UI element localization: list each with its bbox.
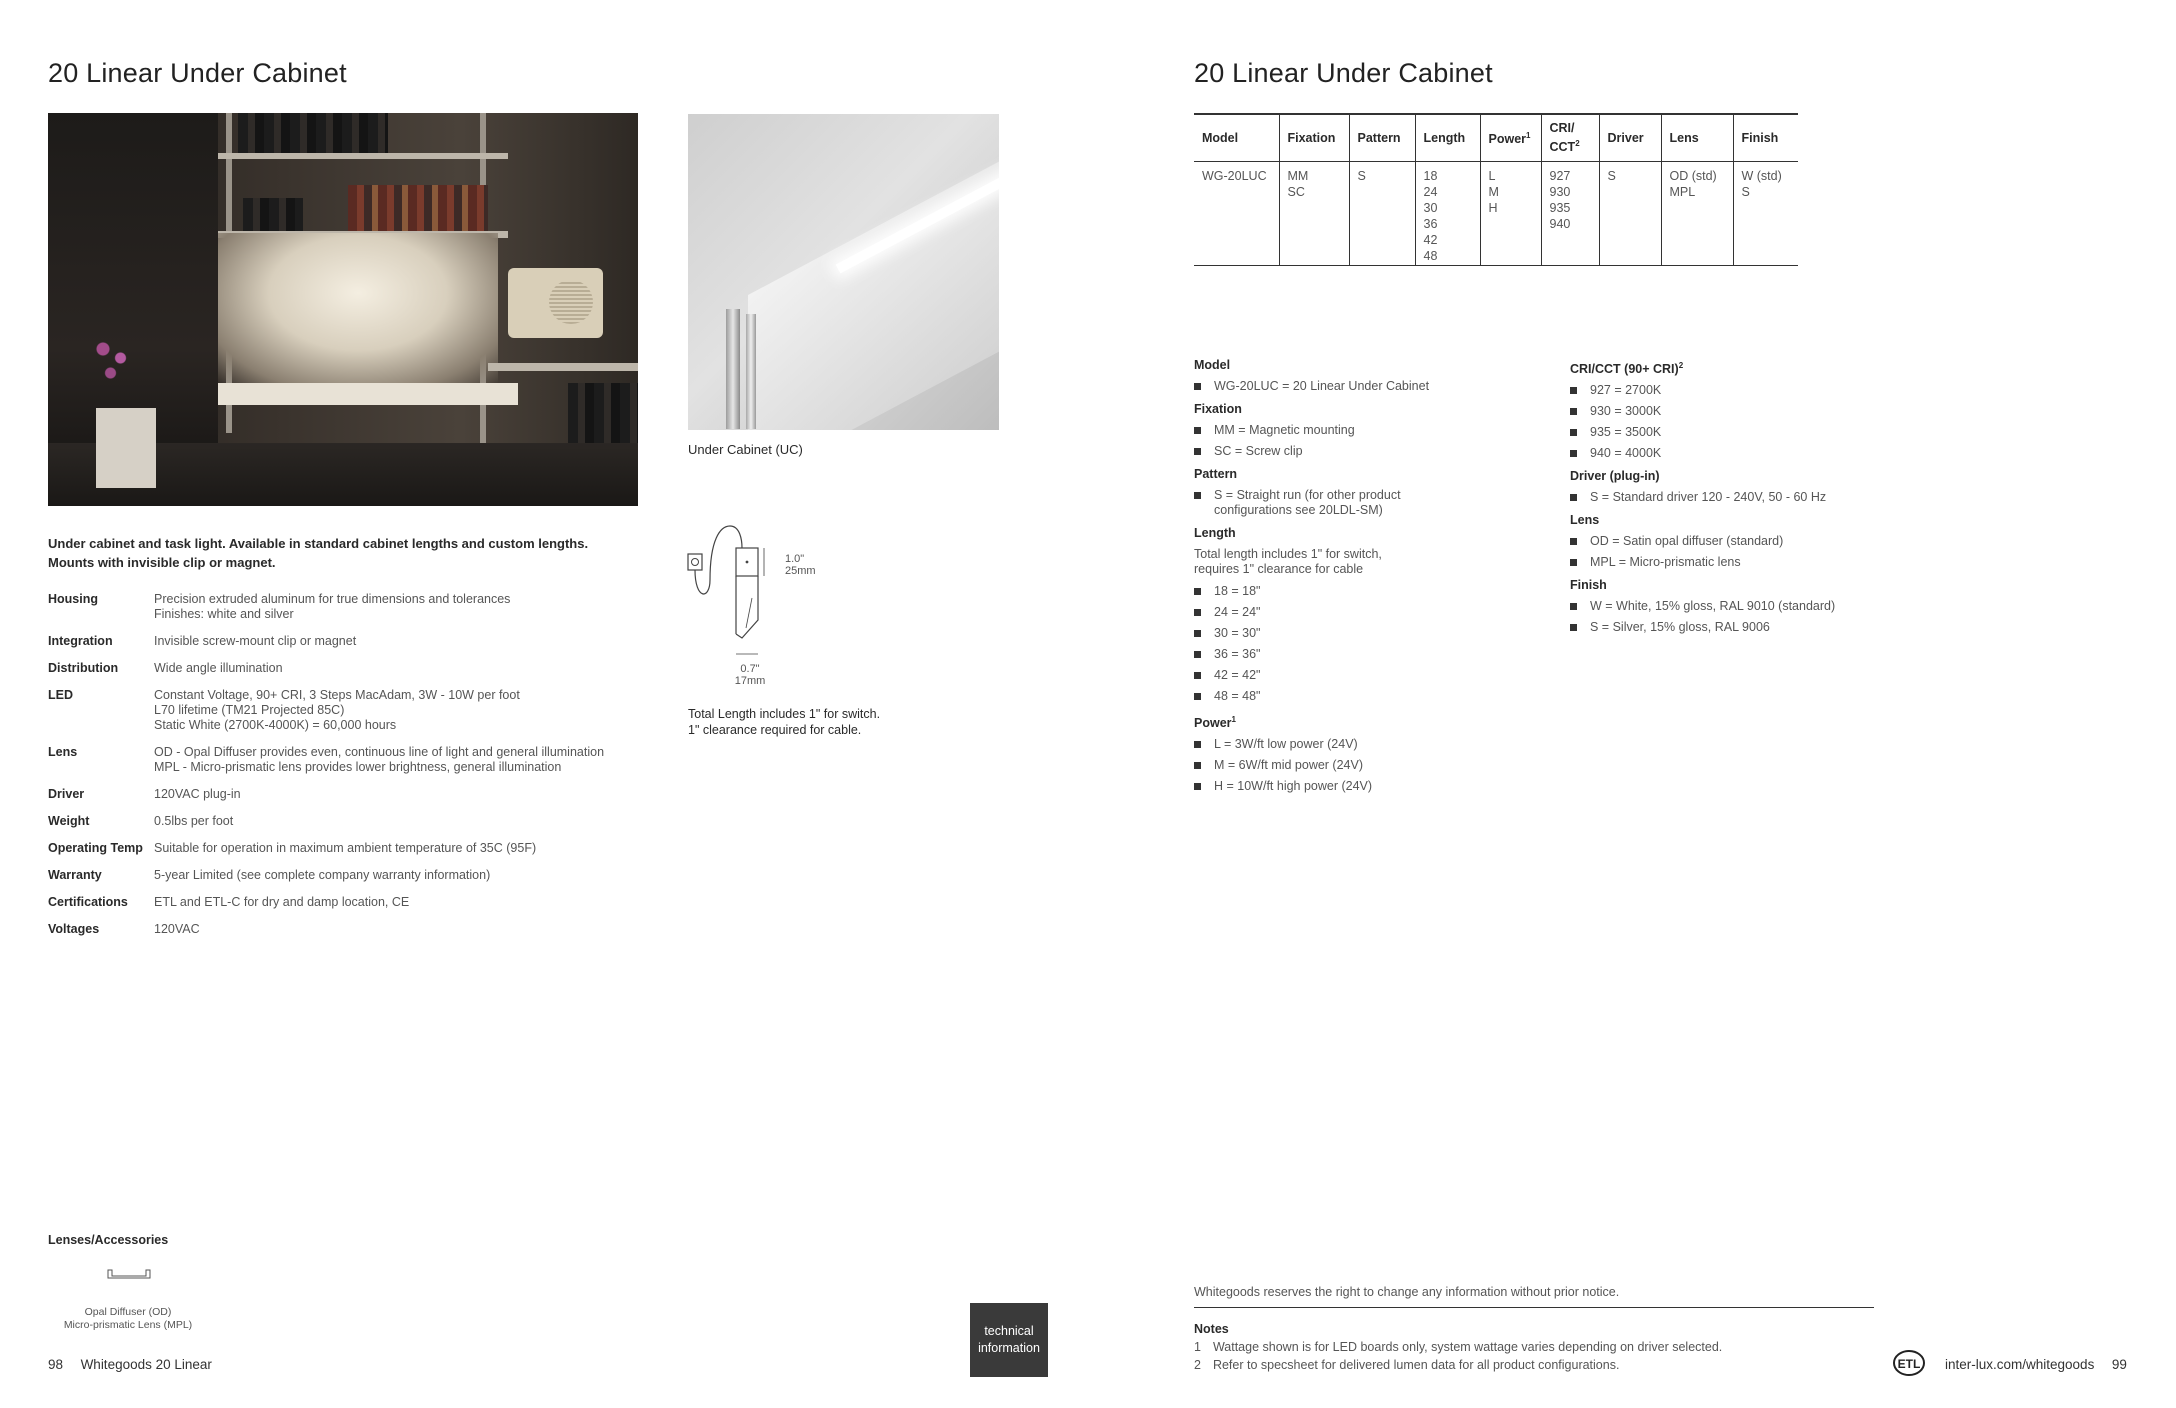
option-item: [1194, 379, 1534, 394]
spec-value: Constant Voltage, 90+ CRI, 3 Steps MacAdam, 3W - 10W per foot L70 lifetime (TM21 Projected 85C) Static White (2700K-4000K) = 60,000 hours: [154, 688, 520, 732]
tech-tab-line-2: information: [978, 1341, 1040, 1355]
table-cell: 18 24 30 36 42 48: [1415, 162, 1480, 266]
note-item: [1194, 1338, 1722, 1356]
header-text: Driver: [1607, 131, 1644, 146]
cert-logo-text: ETL: [1897, 1357, 1921, 1371]
image-caption: Under Cabinet (UC): [688, 442, 803, 457]
option-heading: [1570, 578, 1910, 593]
bullet-square-icon: [1194, 651, 1201, 658]
option-item-text: 935 = 3500K: [1590, 425, 1662, 440]
right-page-title: 20 Linear Under Cabinet: [1194, 58, 1493, 88]
spec-key: Certifications: [48, 895, 128, 909]
bullet-square-icon: [1194, 588, 1201, 595]
left-footer-text: Whitegoods 20 Linear: [80, 1357, 212, 1372]
note-number: 1: [1194, 1340, 1201, 1354]
option-group: [1194, 712, 1534, 794]
bullet-square-icon: [1194, 672, 1201, 679]
option-heading: [1194, 526, 1534, 541]
option-heading-text: Finish: [1570, 578, 1607, 593]
option-item-text: 24 = 24": [1214, 605, 1261, 619]
switch-note: [688, 706, 928, 738]
table-cell: S: [1599, 162, 1661, 266]
option-item-text: 48 = 48": [1214, 689, 1261, 703]
spec-key: Lens: [48, 745, 78, 759]
option-item-text: S = Straight run (for other product configurations see 20LDL-SM): [1214, 488, 1401, 517]
note-text: Wattage shown is for LED boards only, system wattage varies depending on driver selected.: [1212, 1340, 1723, 1354]
option-item-text: S = Silver, 15% gloss, RAL 9006: [1590, 620, 1770, 635]
spec-key: Voltages: [48, 922, 100, 936]
bullet-square-icon: [1194, 630, 1201, 637]
option-item-text: SC = Screw clip: [1214, 444, 1303, 458]
tech-tab-line-1: technical: [984, 1324, 1034, 1338]
bullet-square-icon: [1570, 624, 1577, 631]
lens-profile-icon: [106, 1266, 152, 1280]
dimension-drawing: [680, 520, 800, 660]
spec-key: Operating Temp: [48, 841, 143, 855]
option-group: [1570, 469, 1910, 505]
left-page-title: 20 Linear Under Cabinet: [48, 58, 347, 88]
option-group: [1570, 358, 1910, 461]
option-item-text: 940 = 4000K: [1590, 446, 1662, 461]
option-item: [1570, 534, 1910, 549]
ordering-table: [1194, 113, 1798, 266]
options-right-column: [1570, 358, 1910, 643]
bullet-square-icon: [1194, 741, 1201, 748]
spec-value: 0.5lbs per foot: [154, 814, 234, 828]
option-item: [1570, 425, 1910, 440]
spec-value: 5-year Limited (see complete company warranty information): [154, 868, 491, 882]
option-item-text: L = 3W/ft low power (24V): [1214, 737, 1358, 752]
table-cell: WG-20LUC: [1194, 162, 1279, 266]
col-header-lens: [1661, 114, 1733, 162]
spec-value: Suitable for operation in maximum ambient temperature of 35C (95F): [154, 841, 537, 855]
left-page-number: 98: [48, 1357, 64, 1372]
option-heading: [1194, 467, 1534, 482]
option-description: Total length includes 1" for switch, requires 1" clearance for cable: [1194, 547, 1382, 576]
spec-key: Weight: [48, 814, 90, 828]
etl-certification-logo: [1890, 1348, 1928, 1378]
option-item-text: 930 = 3000K: [1590, 404, 1662, 419]
bullet-square-icon: [1570, 387, 1577, 394]
options-left-column: [1194, 358, 1534, 802]
bullet-square-icon: [1194, 762, 1201, 769]
spec-row: [48, 922, 688, 937]
spec-row: [48, 745, 688, 775]
bullet-square-icon: [1570, 408, 1577, 415]
col-header-driver: [1599, 114, 1661, 162]
spec-value: Invisible screw-mount clip or magnet: [154, 634, 357, 648]
option-item: [1194, 737, 1534, 752]
footer-url[interactable]: inter-lux.com/whitegoods: [1945, 1357, 2095, 1372]
spec-key: Housing: [48, 592, 98, 606]
option-heading-text: Fixation: [1194, 402, 1242, 416]
bullet-square-icon: [1570, 429, 1577, 436]
option-heading-text: Pattern: [1194, 467, 1238, 481]
header-text: Power: [1488, 131, 1527, 146]
spec-row: [48, 841, 688, 856]
option-heading-text: Power: [1194, 716, 1232, 731]
switch-note-line-2: 1" clearance required for cable.: [688, 723, 862, 737]
option-heading-text: Length: [1194, 526, 1236, 540]
spec-row: [48, 814, 688, 829]
header-text: Pattern: [1357, 131, 1401, 146]
notes-heading: Notes: [1194, 1322, 1229, 1336]
intro-text: [48, 534, 648, 572]
option-item-text: W = White, 15% gloss, RAL 9010 (standard): [1590, 599, 1836, 614]
option-item-text: WG-20LUC = 20 Linear Under Cabinet: [1214, 379, 1430, 393]
option-heading-text: CRI/CCT (90+ CRI): [1570, 362, 1679, 377]
bullet-square-icon: [1194, 783, 1201, 790]
col-header-finish: [1733, 114, 1798, 162]
option-item: [1570, 404, 1910, 419]
option-heading-text: Lens: [1570, 513, 1600, 528]
option-heading-sup: 2: [1678, 361, 1684, 370]
header-text: Model: [1202, 131, 1239, 146]
spec-value: Wide angle illumination: [154, 661, 283, 675]
spec-row: [48, 661, 688, 676]
width-mm: 17mm: [734, 675, 766, 687]
bullet-square-icon: [1194, 383, 1201, 390]
table-cell: 927 930 935 940: [1541, 162, 1599, 266]
technical-information-tab[interactable]: [970, 1303, 1048, 1377]
lens-caption-line-2: Micro-prismatic Lens (MPL): [63, 1319, 193, 1331]
dimension-width: [730, 663, 770, 687]
bullet-square-icon: [1570, 450, 1577, 457]
option-heading: [1194, 358, 1534, 373]
option-item-text: MPL = Micro-prismatic lens: [1590, 555, 1741, 570]
option-group: [1570, 513, 1910, 570]
option-item: [1194, 779, 1534, 794]
table-cell: S: [1349, 162, 1415, 266]
option-heading: [1570, 513, 1910, 528]
table-cell: W (std) S: [1733, 162, 1798, 266]
option-heading: [1194, 712, 1534, 731]
lens-caption: [58, 1306, 198, 1332]
table-cell: MM SC: [1279, 162, 1349, 266]
col-header-pattern: [1349, 114, 1415, 162]
bullet-square-icon: [1194, 693, 1201, 700]
spec-value: Precision extruded aluminum for true dimensions and tolerances Finishes: white and silver: [154, 592, 511, 621]
switch-note-line-1: Total Length includes 1" for switch.: [688, 707, 881, 721]
col-header-length: [1415, 114, 1480, 162]
spec-row: [48, 592, 688, 622]
option-item-text: 42 = 42": [1214, 668, 1261, 682]
spec-key: Driver: [48, 787, 85, 801]
option-group: [1194, 467, 1534, 518]
option-item: [1570, 620, 1910, 635]
option-item-text: MM = Magnetic mounting: [1214, 423, 1355, 437]
option-item: [1570, 446, 1910, 461]
spec-key: LED: [48, 688, 73, 702]
option-heading: [1570, 358, 1910, 377]
col-header-fixation: [1279, 114, 1349, 162]
option-item: [1570, 490, 1910, 505]
spec-row: [48, 688, 688, 733]
bullet-square-icon: [1194, 427, 1201, 434]
option-group: [1194, 358, 1534, 394]
option-item: [1570, 383, 1910, 398]
left-footer: [48, 1357, 212, 1372]
spec-row: [48, 895, 688, 910]
bullet-square-icon: [1194, 448, 1201, 455]
bullet-square-icon: [1194, 609, 1201, 616]
table-cell: L M H: [1480, 162, 1541, 266]
option-group: [1194, 526, 1534, 704]
product-room-photo: [48, 113, 638, 506]
intro-line-2: Mounts with invisible clip or magnet.: [48, 555, 276, 570]
width-inches: 0.7": [740, 663, 760, 675]
table-header-row: [1194, 114, 1798, 162]
option-item-text: S = Standard driver 120 - 240V, 50 - 60 Hz: [1590, 490, 1827, 505]
note-text: Refer to specsheet for delivered lumen data for all product configurations.: [1212, 1358, 1620, 1372]
spec-key: Warranty: [48, 868, 102, 882]
table-cell: OD (std) MPL: [1661, 162, 1733, 266]
header-text: Finish: [1741, 131, 1779, 146]
height-mm: 25mm: [785, 565, 816, 577]
option-item: [1194, 668, 1534, 683]
spec-value: 120VAC: [154, 922, 200, 936]
note-item: [1194, 1356, 1722, 1374]
option-group: [1570, 578, 1910, 635]
option-heading: [1194, 402, 1534, 417]
col-header-model: [1194, 114, 1279, 162]
spec-key: Distribution: [48, 661, 119, 675]
option-heading-sup: 1: [1231, 715, 1236, 724]
disclaimer: Whitegoods reserves the right to change any information without prior notice.: [1194, 1285, 1874, 1308]
spec-row: [48, 868, 688, 883]
option-item: [1194, 647, 1534, 662]
option-item: [1194, 605, 1534, 620]
spec-key: Integration: [48, 634, 113, 648]
option-item: [1570, 555, 1910, 570]
right-footer: [1945, 1357, 2127, 1372]
header-text: CRI/ CCT: [1549, 121, 1576, 155]
option-group: [1194, 402, 1534, 459]
col-header-cri-cct: [1541, 114, 1599, 162]
option-item-text: 18 = 18": [1214, 584, 1261, 598]
notes: [1194, 1320, 1722, 1374]
option-heading: [1570, 469, 1910, 484]
option-item-text: 36 = 36": [1214, 647, 1261, 661]
spec-value: OD - Opal Diffuser provides even, continuous line of light and general illumination MPL - Micro-prismatic lens provides lower brightness, general illumination: [154, 745, 605, 774]
bullet-square-icon: [1570, 538, 1577, 545]
intro-line-1: Under cabinet and task light. Available in standard cabinet lengths and custom lengths.: [48, 536, 589, 551]
col-header-power: [1480, 114, 1541, 162]
header-sup: 2: [1575, 139, 1580, 148]
option-item: [1570, 599, 1910, 614]
option-item-text: H = 10W/ft high power (24V): [1214, 779, 1373, 794]
option-item-text: 927 = 2700K: [1590, 383, 1662, 398]
header-text: Fixation: [1287, 131, 1336, 146]
lens-caption-line-1: Opal Diffuser (OD): [84, 1306, 172, 1318]
under-cabinet-render: [688, 114, 999, 430]
spec-list: [48, 592, 688, 949]
header-text: Length: [1423, 131, 1466, 146]
bullet-square-icon: [1194, 492, 1201, 499]
right-page-number: 99: [2111, 1357, 2127, 1372]
height-inches: 1.0": [785, 553, 805, 565]
option-item: [1194, 689, 1534, 704]
note-number: 2: [1194, 1358, 1201, 1372]
option-item: [1194, 758, 1534, 773]
bullet-square-icon: [1570, 559, 1577, 566]
option-item: [1194, 584, 1534, 599]
dimension-height: [785, 553, 816, 577]
spec-value: ETL and ETL-C for dry and damp location, CE: [154, 895, 410, 909]
option-item: [1194, 488, 1534, 518]
table-row: [1194, 162, 1798, 266]
lenses-accessories-heading: Lenses/Accessories: [48, 1233, 169, 1247]
spec-row: [48, 787, 688, 802]
bullet-square-icon: [1570, 494, 1577, 501]
option-heading-text: Model: [1194, 358, 1231, 372]
option-item: [1194, 423, 1534, 438]
spec-row: [48, 634, 688, 649]
spec-value: 120VAC plug-in: [154, 787, 241, 801]
bullet-square-icon: [1570, 603, 1577, 610]
header-sup: 1: [1526, 130, 1531, 140]
option-item-text: M = 6W/ft mid power (24V): [1214, 758, 1363, 773]
option-heading-text: Driver (plug-in): [1570, 469, 1660, 484]
header-text: Lens: [1669, 131, 1699, 146]
option-item: [1194, 626, 1534, 641]
option-item: [1194, 444, 1534, 459]
option-item-text: OD = Satin opal diffuser (standard): [1590, 534, 1784, 549]
option-item-text: 30 = 30": [1214, 626, 1261, 640]
